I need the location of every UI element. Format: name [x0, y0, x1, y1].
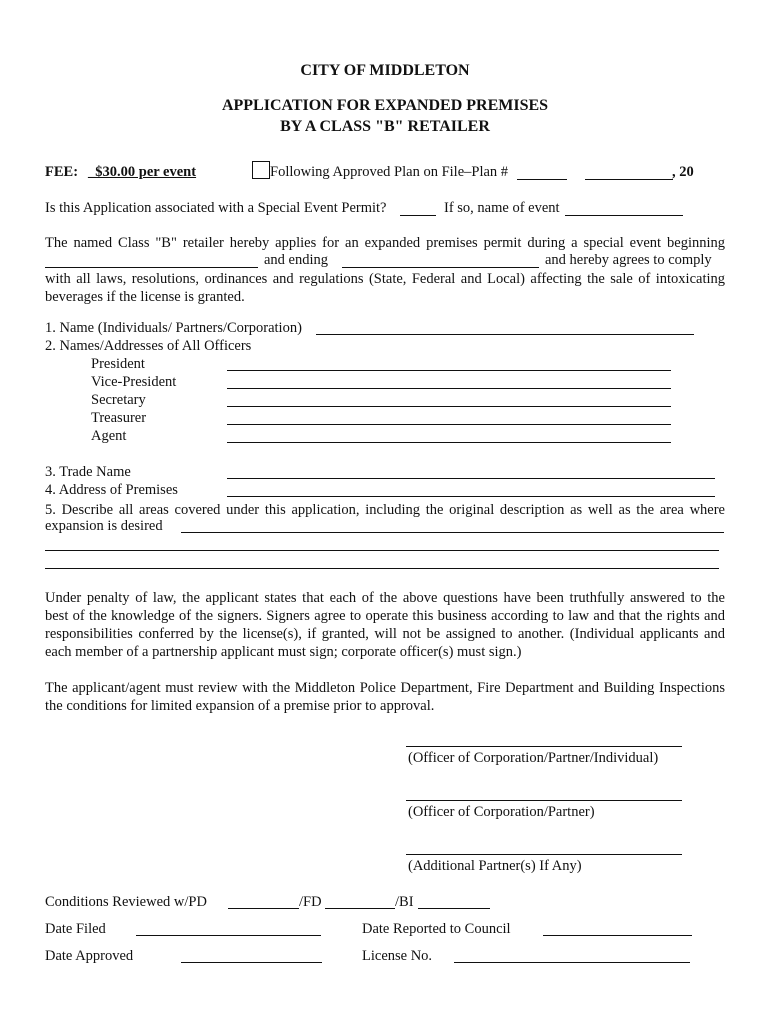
describe-areas-field-1[interactable] [181, 532, 724, 533]
fee-amount: _$30.00 per event [88, 164, 197, 180]
date-approved-label: Date Approved [45, 948, 134, 964]
fee-label: FEE: [45, 164, 79, 180]
fd-label: /FD [299, 894, 322, 910]
intro-line4: beverages if the license is granted. [45, 289, 245, 305]
city-heading: CITY OF MIDDLETON [300, 62, 470, 79]
license-no-label: License No. [362, 948, 433, 964]
name-field[interactable] [316, 334, 694, 335]
officer-label-treasurer: Treasurer [91, 410, 147, 426]
describe-areas-field-3[interactable] [45, 568, 719, 569]
bi-label: /BI [395, 894, 414, 910]
date-filed-field[interactable] [136, 935, 321, 936]
describe-areas-field-2[interactable] [45, 550, 719, 551]
form-title-line2: BY A CLASS "B" RETAILER [280, 118, 490, 135]
question-2-label: 2. Names/Addresses of All Officers [45, 338, 252, 354]
trade-name-field[interactable] [227, 478, 715, 479]
pd-field[interactable] [228, 908, 299, 909]
approved-plan-label: Following Approved Plan on File–Plan # [270, 164, 509, 180]
review-paragraph [45, 679, 725, 715]
review-line1: The applicant/agent must review with the Middleton Police Department, Fire Department and Building Inspections [45, 680, 725, 696]
date-reported-field[interactable] [543, 935, 692, 936]
signature-line-1[interactable] [406, 746, 682, 747]
approved-plan-checkbox[interactable] [252, 161, 270, 179]
agent-field[interactable] [227, 442, 671, 443]
fd-field[interactable] [325, 908, 395, 909]
conditions-reviewed-label: Conditions Reviewed w/PD [45, 894, 207, 910]
intro-line1: The named Class "B" retailer hereby applies for an expanded premises permit during a special event beginning [45, 235, 725, 251]
begin-date-field[interactable] [45, 267, 258, 268]
date-reported-label: Date Reported to Council [362, 921, 511, 937]
special-event-question: Is this Application associated with a Special Event Permit? [45, 200, 387, 216]
penalty-line3: responsibilities conferred by the license(s), if granted, will not be assigned to another. (Individual applicants and [45, 626, 725, 642]
and-ending-label: and ending [264, 252, 329, 268]
event-name-label: If so, name of event [444, 200, 560, 216]
question-1-label: 1. Name (Individuals/ Partners/Corporation) [45, 320, 302, 336]
treasurer-field[interactable] [227, 424, 671, 425]
intro-line3: with all laws, resolutions, ordinances and regulations (State, Federal and Local) affecting the sale of intoxicating [45, 271, 725, 287]
question-5-block [45, 501, 725, 519]
question-5-line1: 5. Describe all areas covered under this application, including the original description as well as the area where [45, 502, 725, 518]
intro-paragraph [45, 234, 725, 306]
question-4-label: 4. Address of Premises [45, 482, 178, 498]
year-prefix: , 20 [672, 164, 694, 180]
signature-line-3[interactable] [406, 854, 682, 855]
review-line2: the conditions for limited expansion of a premise prior to approval. [45, 698, 435, 714]
license-no-field[interactable] [454, 962, 690, 963]
signature-caption-3: (Additional Partner(s) If Any) [408, 858, 582, 874]
officer-label-secretary: Secretary [91, 392, 146, 408]
form-title-line1: APPLICATION FOR EXPANDED PREMISES [221, 97, 549, 114]
signature-caption-1: (Officer of Corporation/Partner/Individual) [408, 750, 659, 766]
signature-line-2[interactable] [406, 800, 682, 801]
plan-number-field[interactable] [517, 179, 567, 180]
date-approved-field[interactable] [181, 962, 322, 963]
secretary-field[interactable] [227, 406, 671, 407]
vice-president-field[interactable] [227, 388, 671, 389]
question-3-label: 3. Trade Name [45, 464, 131, 480]
penalty-line4: each member of a partnership applicant must sign; corporate officer(s) must sign.) [45, 644, 522, 660]
agrees-label: and hereby agrees to comply [545, 252, 712, 268]
officer-label-agent: Agent [91, 428, 127, 444]
date-filed-label: Date Filed [45, 921, 106, 937]
officer-label-vice-president: Vice-President [91, 374, 177, 390]
premises-address-field[interactable] [227, 496, 715, 497]
penalty-line1: Under penalty of law, the applicant states that each of the above questions have been truthfully answered to the [45, 590, 725, 606]
penalty-paragraph [45, 589, 725, 661]
event-name-field[interactable] [565, 215, 683, 216]
special-event-answer-field[interactable] [400, 215, 436, 216]
bi-field[interactable] [418, 908, 490, 909]
plan-date-field[interactable] [585, 179, 673, 180]
question-5-line2: expansion is desired [45, 518, 163, 534]
president-field[interactable] [227, 370, 671, 371]
signature-caption-2: (Officer of Corporation/Partner) [408, 804, 595, 820]
officer-label-president: President [91, 356, 145, 372]
penalty-line2: best of the knowledge of the signers. Signers agree to operate this business according to law and that the rights and [45, 608, 725, 624]
end-date-field[interactable] [342, 267, 539, 268]
